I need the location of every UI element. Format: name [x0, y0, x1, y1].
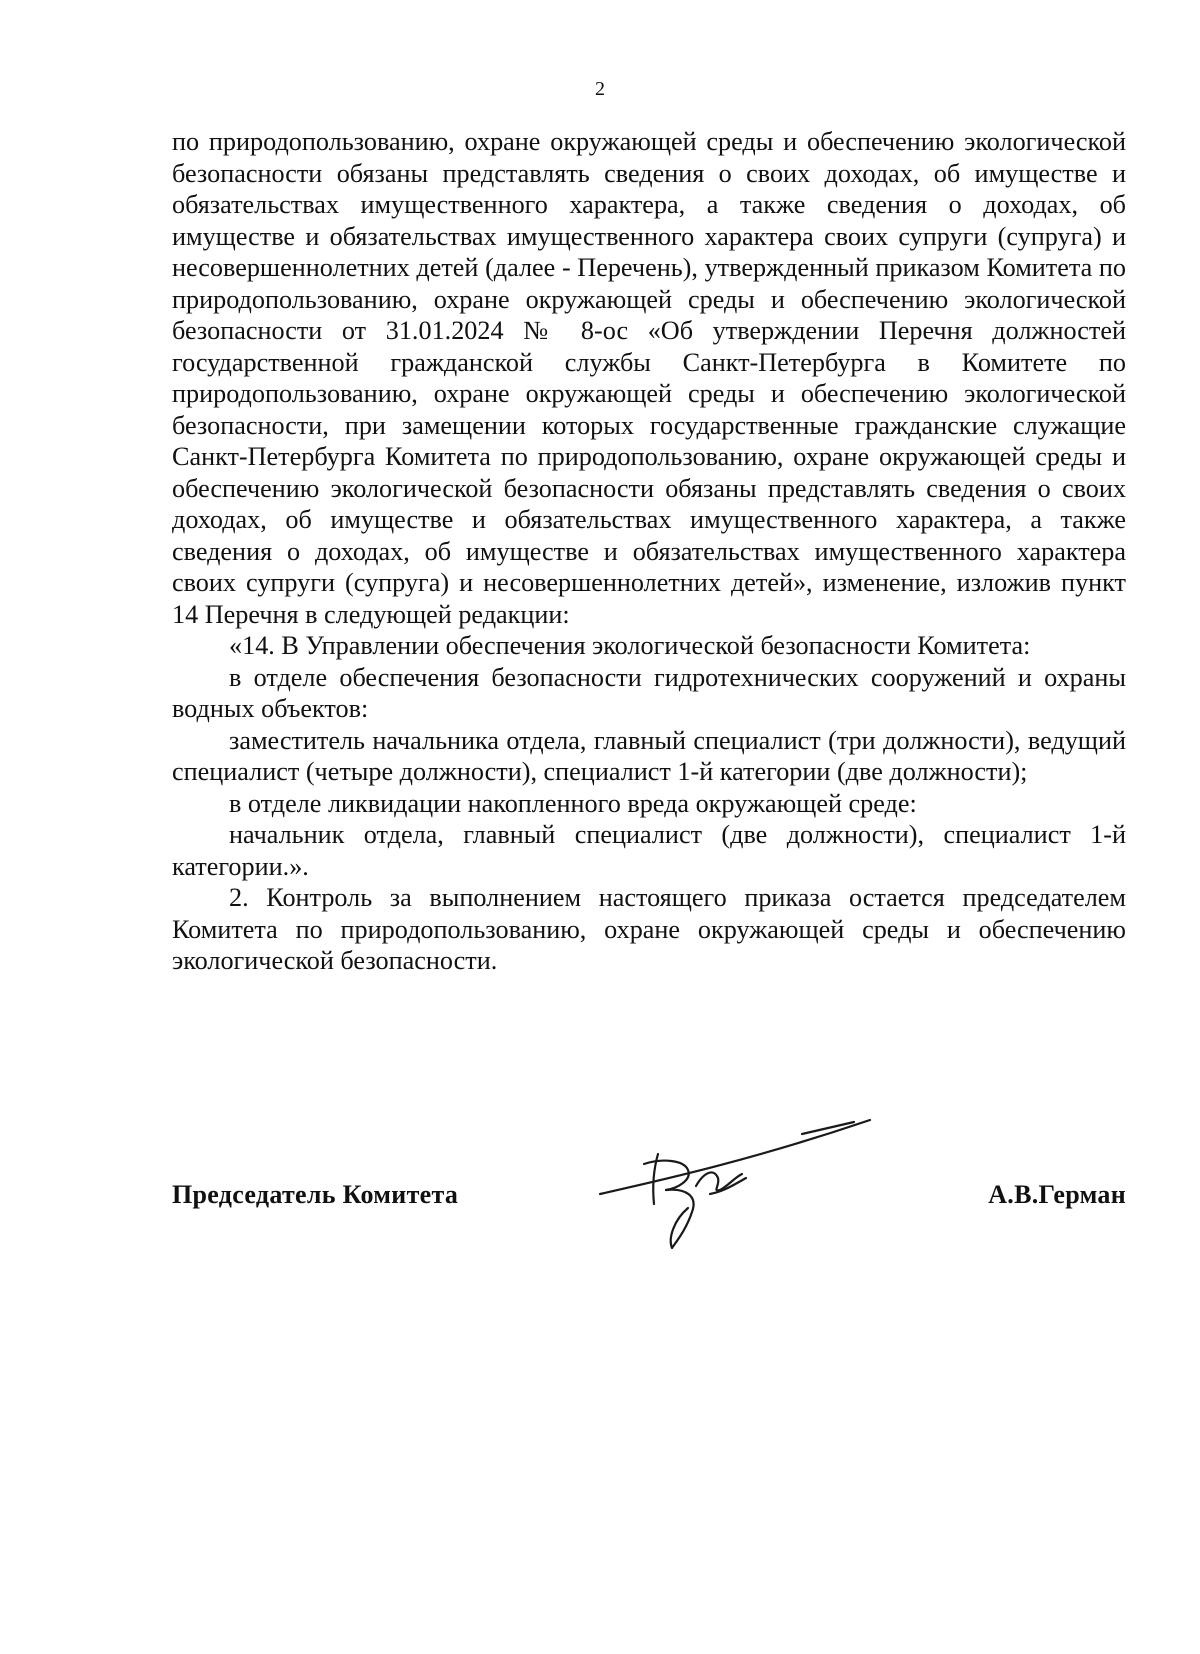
paragraph-list-item-1: по природопользованию, охране окружающей среды и обеспечению экологической безопасности обязаны представлять сведения о своих доходах, об имуществе и обязательствах имущественного характера, а также сведения о доходах, об имуществе и обязательствах имущественного характера своих супруги (супруга) и несовершеннолетних детей (далее - Перечень), утвержденный приказом Комитета по природопользованию, охране окружающей среды и обеспечению экологической безопасности от 31.01.2024 № 8-ос «Об утверждении Перечня должностей государственной гражданской службы Санкт-Петербурга в Комитете по природопользованию, охране окружающей среды и обеспечению экологической безопасности, при замещении которых государственные гражданские служащие Санкт-Петербурга Комитета по природопользованию, охране окружающей среды и обеспечению экологической безопасности обязаны представлять сведения о своих доходах, об имуществе и обязательствах имущественного характера, а также сведения о доходах, об имуществе и обязательствах имущественного характера своих супруги (супруга) и несовершеннолетних детей», изменение, изложив пункт 14 Перечня в следующей редакции:: [172, 127, 1126, 629]
signatory-position: Председатель Комитета: [172, 1180, 459, 1209]
paragraph-damage-positions: начальник отдела, главный специалист (две должности), специалист 1-й категории.».: [172, 820, 1126, 881]
signature-block: [172, 1160, 1126, 1260]
paragraph-hydro-department: в отделе обеспечения безопасности гидротехнических сооружений и охраны водных объектов:: [172, 662, 1126, 723]
paragraph-item-14-heading: «14. В Управлении обеспечения экологической безопасности Комитета:: [229, 631, 1031, 660]
paragraph-control-clause: 2. Контроль за выполнением настоящего приказа остается председателем Комитета по природопользованию, охране окружающей среды и обеспечению экологической безопасности.: [172, 883, 1126, 975]
paragraph-hydro-positions: заместитель начальника отдела, главный специалист (три должности), ведущий специалист (четыре должности), специалист 1-й категории (две должности);: [172, 725, 1126, 786]
handwritten-signature: [592, 1108, 872, 1258]
paragraph-damage-department: в отделе ликвидации накопленного вреда окружающей среде:: [229, 788, 917, 818]
signatory-name: А.В.Герман: [988, 1180, 1126, 1209]
document-body: [172, 126, 1126, 977]
page-number: 2: [595, 78, 605, 100]
